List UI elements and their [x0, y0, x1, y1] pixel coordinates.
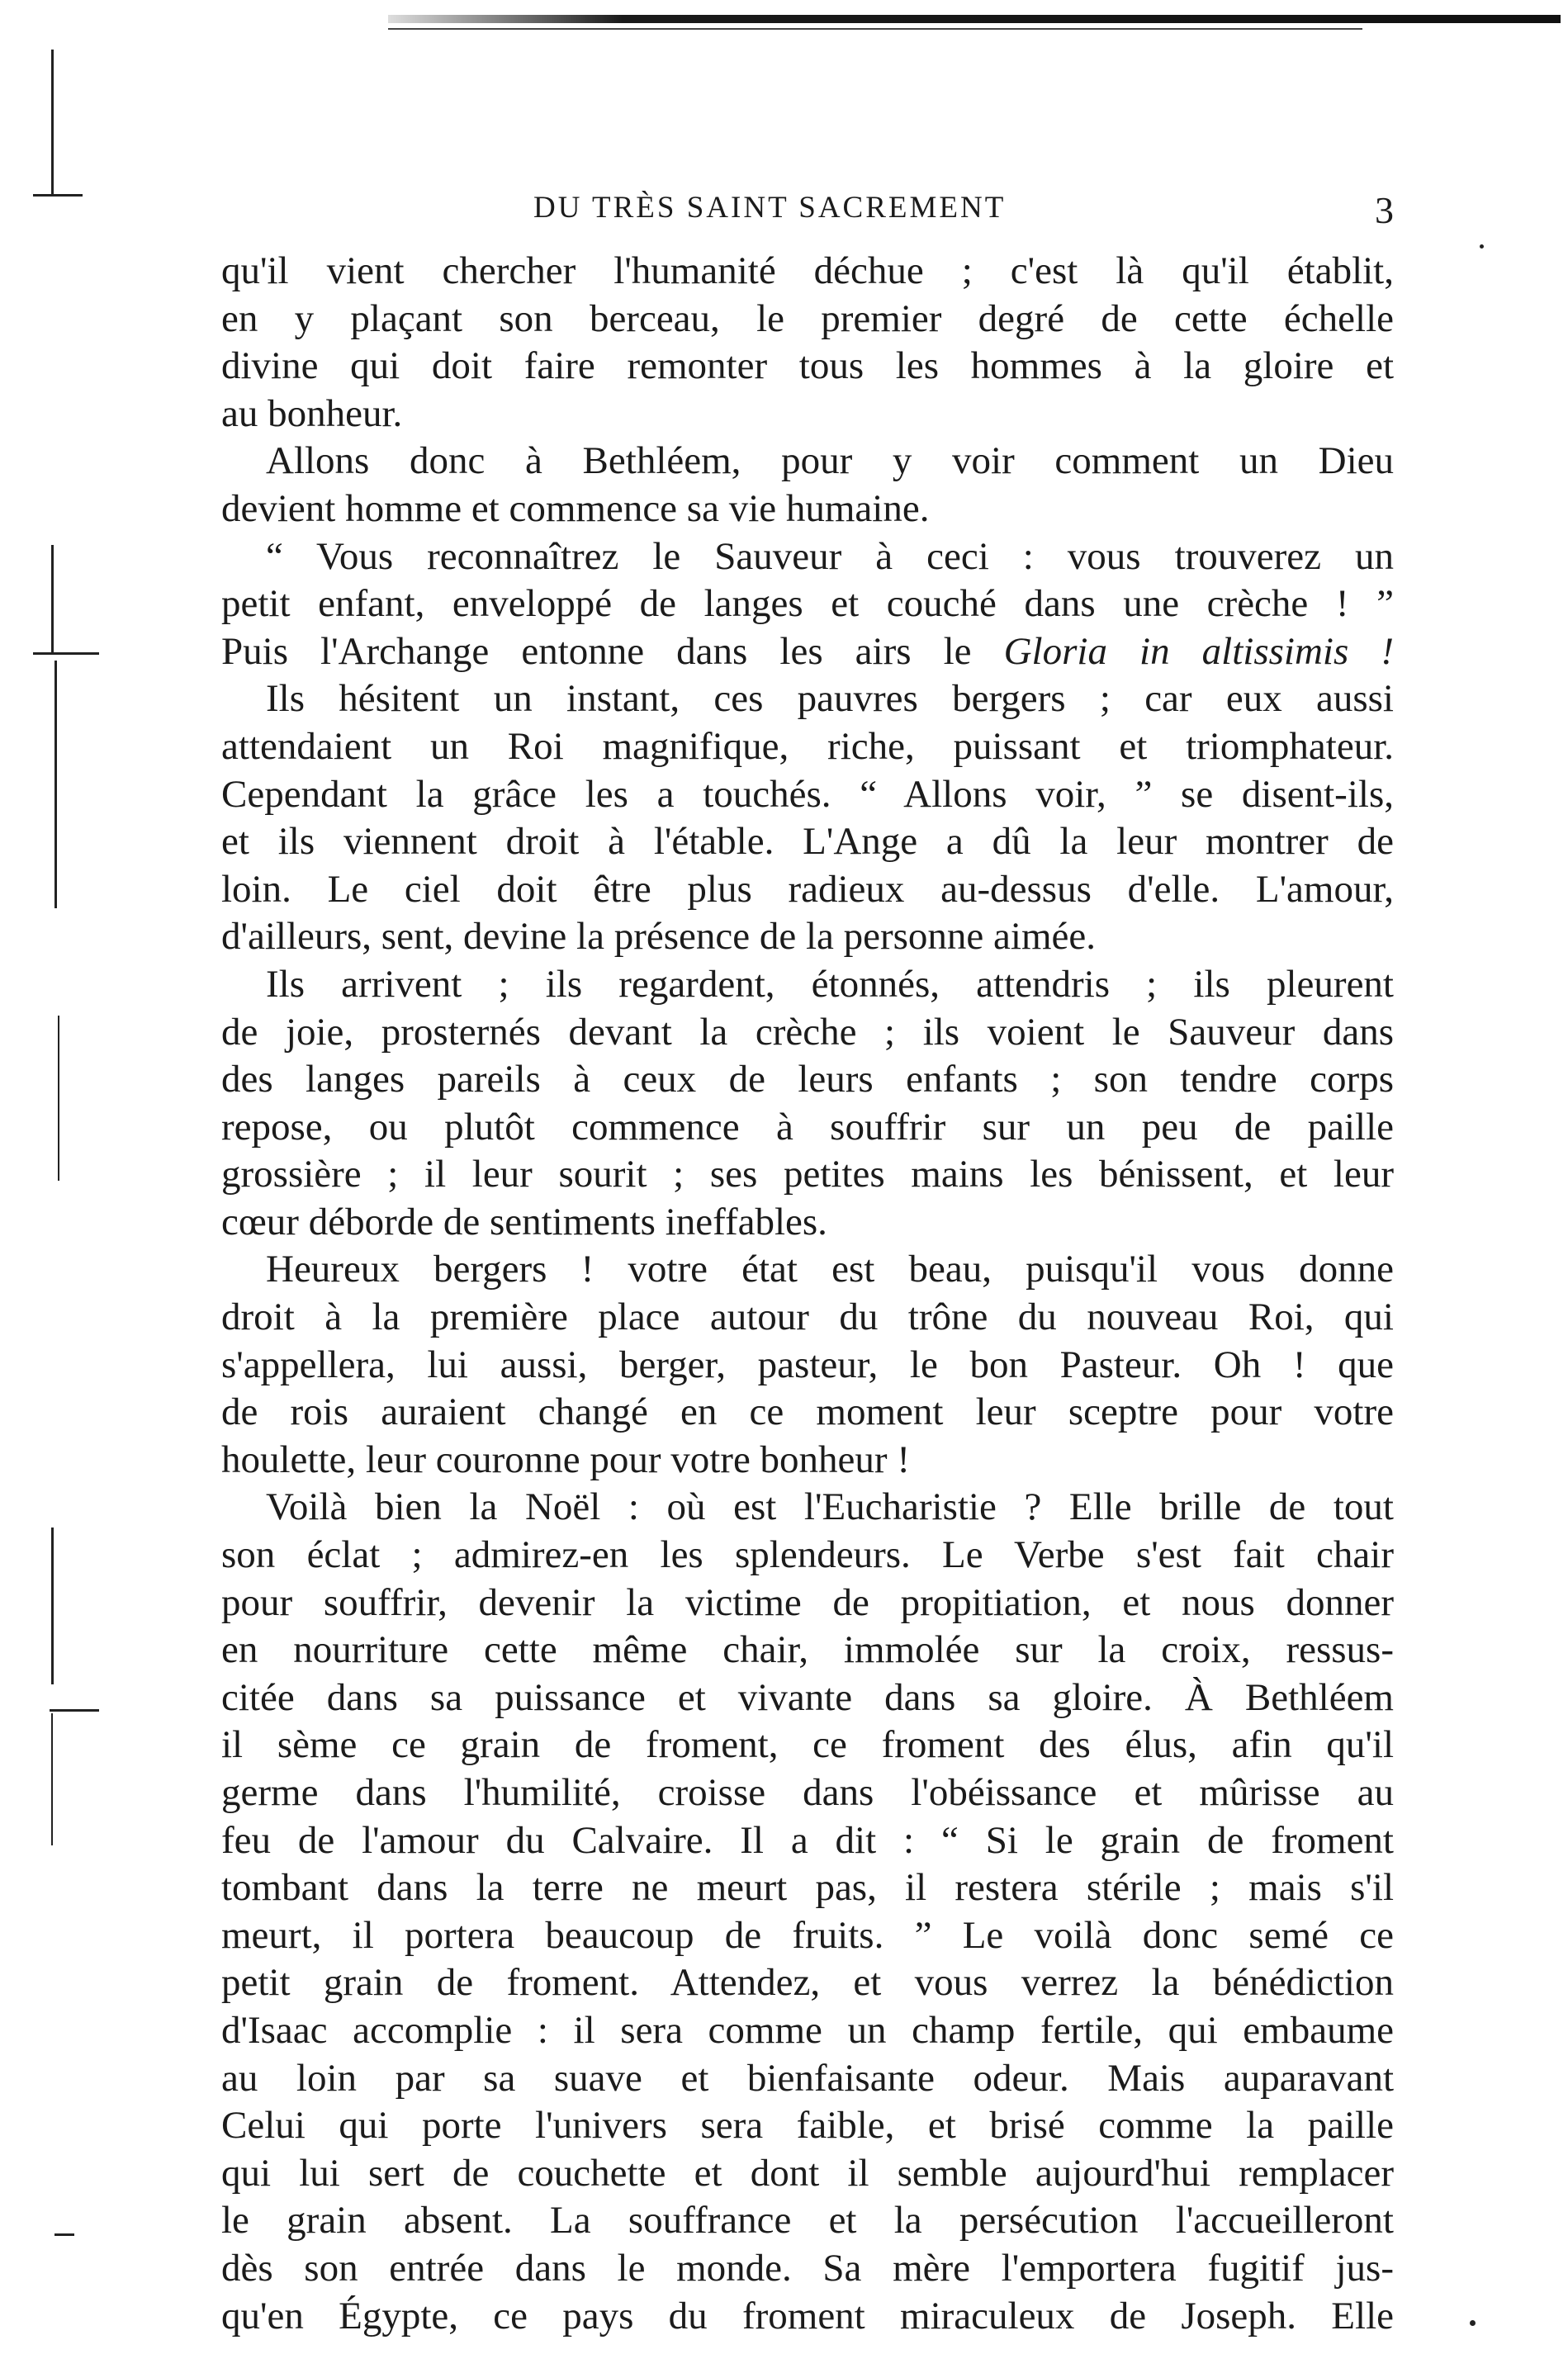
text-line: qu'il vient chercher l'humanité déchue ; c'est là qu'il établit,: [221, 249, 1394, 292]
running-head: [221, 190, 1394, 239]
text-line: Ils hésitent un instant, ces pauvres bergers ; car eux aussi: [266, 677, 1394, 721]
scan-margin-mark: [33, 652, 99, 655]
text-line: son éclat ; admirez-en les splendeurs. Le Verbe s'est fait chair: [221, 1533, 1394, 1577]
text-line: attendaient un Roi magnifique, riche, puissant et triomphateur.: [221, 724, 1394, 768]
text-line: en nourriture cette même chair, immolée sur la croix, ressus-: [221, 1628, 1394, 1672]
page-number: 3: [1375, 189, 1394, 231]
scan-margin-mark: [50, 1709, 99, 1712]
text-line: Celui qui porte l'univers sera faible, et brisé comme la paille: [221, 2104, 1394, 2148]
text-line: Voilà bien la Noël : où est l'Eucharistie ? Elle brille de tout: [266, 1485, 1394, 1529]
text-line: divine qui doit faire remonter tous les hommes à la gloire et: [221, 344, 1394, 388]
text-line: grossière ; il leur sourit ; ses petites mains les bénissent, et leur: [221, 1153, 1394, 1196]
text-line: qui lui sert de couchette et dont il semble aujourd'hui remplacer: [221, 2151, 1394, 2195]
scan-margin-mark: [54, 2233, 74, 2236]
scan-margin-mark: [51, 50, 54, 194]
text-line: de rois auraient changé en ce moment leur sceptre pour votre: [221, 1390, 1394, 1434]
text-line: “ Vous reconnaîtrez le Sauveur à ceci : vous trouverez un: [266, 534, 1394, 578]
text-line: meurt, il portera beaucoup de fruits. ” Le voilà donc semé ce: [221, 1913, 1394, 1957]
text-line: loin. Le ciel doit être plus radieux au-dessus d'elle. L'amour,: [221, 867, 1394, 911]
text-line-gloria: [221, 628, 1394, 676]
text-line: devient homme et commence sa vie humaine.: [221, 486, 930, 530]
text-line: des langes pareils à ceux de leurs enfants ; son tendre corps: [221, 1058, 1394, 1101]
text-line: s'appellera, lui aussi, berger, pasteur, le bon Pasteur. Oh ! que: [221, 1343, 1394, 1386]
scan-margin-mark: [51, 1528, 54, 1684]
text-line: au bonheur.: [221, 391, 403, 435]
text-line: d'Isaac accomplie : il sera comme un champ fertile, qui embaume: [221, 2008, 1394, 2052]
scan-margin-mark: [58, 1016, 59, 1181]
text-line: et ils viennent droit à l'étable. L'Ange a dû la leur montrer de: [221, 820, 1394, 864]
scan-margin-mark: [51, 1713, 53, 1845]
text-line: petit grain de froment. Attendez, et vous verrez la bénédiction: [221, 1961, 1394, 2005]
scan-margin-mark: [54, 661, 57, 908]
italic-latin: Gloria in altissimis !: [1003, 629, 1394, 673]
scan-margin-mark: [33, 194, 83, 197]
text-line: en y plaçant son berceau, le premier degré de cette échelle: [221, 296, 1394, 340]
text-line: Heureux bergers ! votre état est beau, puisqu'il vous donne: [266, 1248, 1394, 1291]
scan-speck: [1470, 2320, 1476, 2326]
text-line: Cependant la grâce les a touchés. “ Allons voir, ” se disent-ils,: [221, 772, 1394, 816]
text-line: tombant dans la terre ne meurt pas, il restera stérile ; mais s'il: [221, 1866, 1394, 1910]
scan-edge-rule: [388, 28, 1362, 30]
running-title: DU TRÈS SAINT SACREMENT: [533, 191, 1007, 225]
scan-speck: [1480, 244, 1484, 249]
text-line: cœur déborde de sentiments ineffables.: [221, 1200, 827, 1243]
text-line: droit à la première place autour du trône du nouveau Roi, qui: [221, 1295, 1394, 1339]
body-text: [221, 248, 1394, 2340]
scan-margin-mark: [51, 545, 54, 652]
text-line: il sème ce grain de froment, ce froment des élus, afin qu'il: [221, 1723, 1394, 1767]
text-line: d'ailleurs, sent, devine la présence de la personne aimée.: [221, 915, 1096, 959]
text-line: houlette, leur couronne pour votre bonheur !: [221, 1438, 910, 1481]
text-line: feu de l'amour du Calvaire. Il a dit : “ Si le grain de froment: [221, 1818, 1394, 1862]
text-line: Ils arrivent ; ils regardent, étonnés, attendris ; ils pleurent: [266, 962, 1394, 1006]
text-line: au loin par sa suave et bienfaisante odeur. Mais auparavant: [221, 2056, 1394, 2100]
text-line: dès son entrée dans le monde. Sa mère l'emportera fugitif jus-: [221, 2246, 1394, 2290]
text-line: repose, ou plutôt commence à souffrir sur un peu de paille: [221, 1105, 1394, 1149]
text-line: pour souffrir, devenir la victime de propitiation, et nous donner: [221, 1580, 1394, 1624]
text-line: Allons donc à Bethléem, pour y voir comment un Dieu: [266, 439, 1394, 483]
text-line: petit enfant, enveloppé de langes et couché dans une crèche ! ”: [221, 582, 1394, 626]
scan-edge-shadow: [388, 15, 1561, 23]
text-line-lead: Puis l'Archange entonne dans les airs le: [221, 629, 1004, 673]
text-line: de joie, prosternés devant la crèche ; ils voient le Sauveur dans: [221, 1010, 1394, 1054]
text-line: qu'en Égypte, ce pays du froment miraculeux de Joseph. Elle: [221, 2294, 1394, 2337]
text-line: germe dans l'humilité, croisse dans l'obéissance et mûrisse au: [221, 1771, 1394, 1814]
text-line: le grain absent. La souffrance et la persécution l'accueilleront: [221, 2199, 1394, 2243]
text-line: citée dans sa puissance et vivante dans sa gloire. À Bethléem: [221, 1675, 1394, 1719]
